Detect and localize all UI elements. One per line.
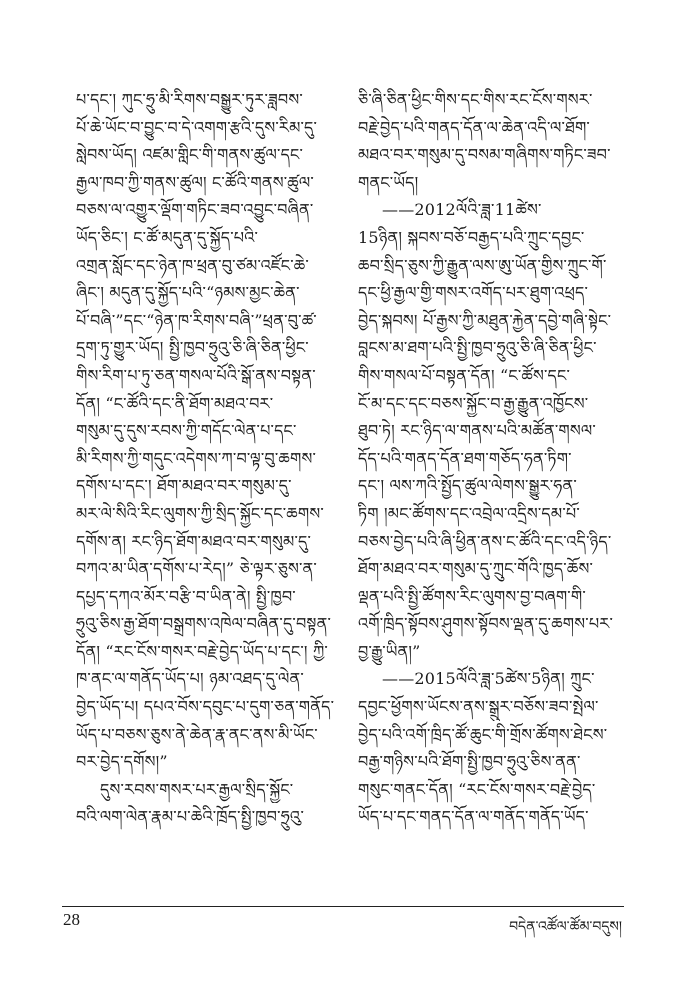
text-line: སླེབས་ཡོད། འཛམ་གླིང་གི་གནས་ཚུལ་དང་: [76, 145, 304, 165]
text-line: དགོས་པ་དང་། ཐོག་མཐའ་བར་གསུམ་དུ་: [76, 476, 292, 496]
text-line: པ་དང་། ཀུང་ཧྲུ་མི་རིགས་བསྒྱུར་ཏུར་ཟླབས་: [76, 90, 303, 109]
text-line: གིས་གསལ་པོ་བསྟན་དོན། “ང་ཚོས་དང་: [358, 365, 571, 385]
text-line: ཧྲུའུ་ཅིས་རྒྱ་ཐོག་བསྒྲགས་འཁེལ་བཞིན་དུ་བསྟན་: [76, 614, 332, 634]
text-line: དོན། “རང་ངོས་གསར་བརྗེ་བྱེད་ཡོད་པ་དང་། ཀྱི་: [76, 641, 328, 661]
text-line: ཐུབ་ཏེ། རང་ཉིད་ལ་གནས་པའི་མཚོན་གསལ་: [358, 421, 596, 441]
text-line: རྒྱལ་ཁབ་ཀྱི་གནས་ཚུལ། ང་ཚོའི་གནས་ཚུལ་: [76, 172, 314, 192]
text-line: བཅས་ལ་འགྱུར་ལྡོག་གཏིང་ཟབ་འབྱུང་བཞིན་: [76, 200, 314, 220]
text-line: མི་རིགས་ཀྱི་གདུང་འདེགས་ཀ་བ་ལྟ་བུ་ཆགས་: [76, 448, 317, 468]
text-line: ཏིག །མང་ཚོགས་དང་འབྲེལ་འདྲིས་དམ་པོ་: [358, 503, 580, 523]
text-line: བྱེད་སྐབས། པོ་རྒྱས་ཀྱི་མཐུན་རྐྱེན་དབྱེ་གཞི་སྟེང་: [358, 310, 612, 330]
text-line: ཡོད་ཅིང་། ང་ཚོ་མདུན་དུ་སྐྱོད་པའི་: [76, 227, 259, 247]
text-line: བླངས་མ་ཐག་པའི་སྤྱི་ཁྱབ་ཧྲུའུ་ཅི་ཞི་ཅིན་ཕྱིང་: [358, 338, 597, 358]
text-line: འགོ་ཁྲིད་སྟོབས་ཤུགས་སྟོབས་ལྡན་དུ་ཆགས་པར་: [358, 614, 614, 634]
text-line: གསུམ་དུ་དུས་རབས་ཀྱི་གདོང་ལེན་པ་དང་: [76, 421, 297, 441]
text-line: དང་ཕྱི་རྒྱལ་གྱི་གསར་འགོད་པར་ཐུག་འཕྲད་: [358, 283, 589, 303]
text-line: ལྡན་པའི་སྤྱི་ཚོགས་རིང་ལུགས་བྱ་བཞག་གི་: [358, 586, 586, 606]
text-line: ཅི་ཞི་ཅིན་ཕྱིང་གིས་དང་གིས་རང་ངོས་གསར་: [358, 90, 593, 109]
text-line: ཆབ་སྲིད་ཅུས་ཀྱི་རྒྱུན་ལས་ཨུ་ཡོན་གྱིས་ཀྲུང་གོ་: [358, 255, 607, 275]
text-line: ཡོད་པ་དང་གནད་དོན་ལ་གནོད་གནོད་ཡོད་: [358, 807, 589, 827]
text-line: བྱ་རྒྱུ་ཡིན།”: [358, 641, 421, 661]
text-line: དོན། “ང་ཚོའི་དང་ནི་ཐོག་མཐའ་བར་: [76, 393, 274, 413]
text-line: ཡོད་པ་བཅས་ཅུས་ནེ་ཆེན་རྣ་ནང་ནས་མི་ཡོང་: [76, 724, 318, 744]
text-line: དགོས་ན། རང་ཉིད་ཐོག་མཐའ་བར་གསུམ་དུ་: [76, 531, 312, 551]
text-line: བྱེད་པའི་འགོ་ཁྲིད་ཚོ་ཆུང་གི་གྲོས་ཚོགས་ཐེངས་: [358, 724, 608, 744]
text-line: མར་ལེ་སིའི་རིང་ལུགས་ཀྱི་སྲིད་སྐྱོང་དང་ཆགས་: [76, 503, 324, 523]
text-line: ——2012ལོའི་ཟླ་11ཚེས་: [382, 200, 542, 220]
running-title: བདེན་འཚོལ་ཚོམ་བདུས།: [509, 919, 622, 935]
text-line: དོད་པའི་གནད་དོན་ཐག་གཅོད་ཧན་ཏིག་: [358, 448, 572, 468]
text-line: མཐའ་བར་གསུམ་དུ་བསམ་གཞིགས་གཏིང་ཟབ་: [358, 145, 611, 165]
text-line: དྲག་ཏུ་གྱུར་ཡོད། སྤྱི་ཁྱབ་ཧྲུའུ་ཅི་ཞི་ཅིན་ཕྱིང་: [76, 338, 309, 358]
text-line: བརྗེ་བྱེད་པའི་གནད་དོན་ལ་ཆེན་འདི་ལ་ཐོག་: [358, 117, 590, 137]
text-line: ཞིང་། མདུན་དུ་སྐྱོད་པའི་“ཉམས་མྱང་ཆེན་: [76, 283, 300, 303]
footer-rule: [62, 906, 624, 907]
text-line: གིས་རིག་པ་ཏུ་ཅན་གསལ་པོའི་སྒོ་ནས་བསྟན་: [76, 365, 316, 385]
text-line: ཐོག་མཐའ་བར་གསུམ་དུ་ཀྲུང་གོའི་ཁྱད་ཆོས་: [358, 559, 594, 579]
text-line: དབྱང་ཕྱོགས་ཡོངས་ནས་སྒྲུར་བཅོས་ཟབ་སྤེལ་: [358, 697, 599, 717]
text-line: གསུང་གནང་དོན། “རང་ངོས་གསར་བརྗེ་བྱེད་: [358, 779, 596, 799]
text-line: བར་བྱེད་དགོས།”: [76, 752, 168, 772]
text-line: 15ཉིན། སྐབས་བཅོ་བརྒྱད་པའི་ཀྲུང་དབྱང་: [358, 227, 585, 247]
text-line: ——2015ལོའི་ཟླ་5ཚེས་5ཉིན། ཀྲུང་: [382, 669, 595, 689]
right-column: [358, 86, 644, 831]
text-line: དུས་རབས་གསར་པར་རྒྱལ་སྲིད་སྐྱོང་: [100, 779, 294, 799]
text-line: བཅས་བྱེད་པའི་ཞི་ཕྱིན་ནས་ང་ཚོའི་དང་འདི་ཉིད་: [358, 531, 612, 551]
page-number: 28: [63, 910, 80, 929]
text-line: དང་། ལས་ཀའི་སྤྱོད་ཚུལ་ལེགས་སྒྱུར་ཧན་: [358, 476, 577, 496]
text-line: པོ་བཞི་”དང་“ཉེན་ཁ་རིགས་བཞི་”ཕྲན་བུ་ཚ་: [76, 310, 317, 330]
left-column: [76, 86, 362, 831]
text-line: བྱེད་ཡོད་པ། དཔའ་བོས་དབུང་པ་དུག་ཅན་གནོད་: [76, 697, 335, 717]
text-line: བཀའ་མ་ཡིན་དགོས་པ་རེད།” ཅེ་ལྟར་ཅུས་ན་: [76, 559, 317, 579]
text-line: བའི་ལག་ལེན་རྣམ་པ་ཆེའི་ཁྲོད་སྤྱི་ཁྱབ་ཧྲུའུ་: [76, 807, 305, 827]
text-line: པོ་ཆེ་ཡོང་བ་བྱུང་བ་དེ་འགག་རྩའི་དུས་རིམ་དུ་: [76, 117, 318, 137]
text-line: དཔྱད་དཀའ་མོར་བརྩི་བ་ཡིན་ནེ། སྤྱི་ཁྱབ་: [76, 586, 296, 606]
text-line: ཁ་ནང་ལ་གནོད་ཡོད་པ། ཉམ་འཐད་དུ་ལེན་: [76, 669, 304, 689]
text-line: བརྒྱ་གཉིས་པའི་ཐོག་སྤྱི་ཁྱབ་ཧྲུའུ་ཅིས་ནན་: [358, 752, 581, 772]
text-line: ངོ་མ་དང་དང་བཅས་སྐྱོང་བ་རྒྱ་རྒྱུན་འཁྱོངས་: [358, 393, 589, 413]
text-line: གནང་ཡོད།: [358, 172, 419, 192]
text-line: འགྲན་སློང་དང་ཉེན་ཁ་ཕྲན་བུ་ཙམ་འཛོང་ཆེ་: [76, 255, 309, 275]
